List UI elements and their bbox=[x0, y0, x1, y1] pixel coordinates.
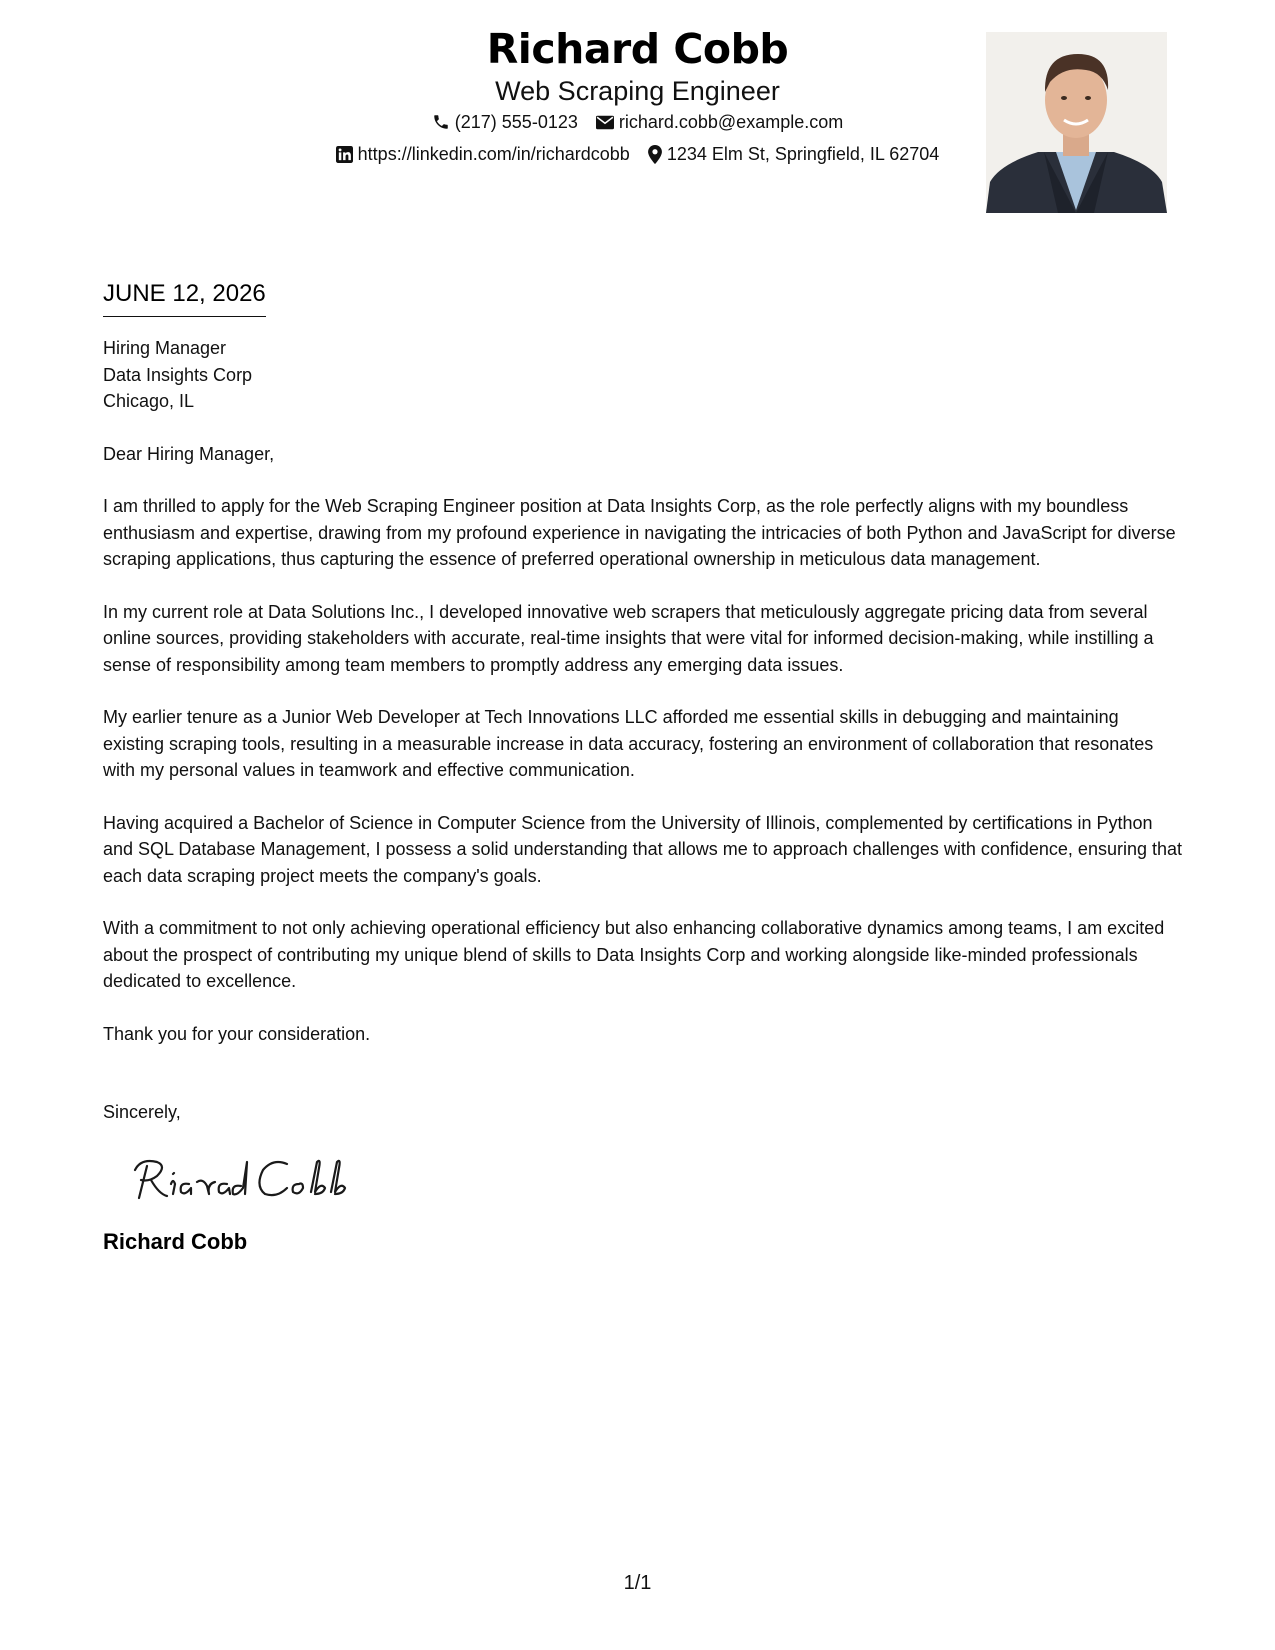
body-paragraph: Having acquired a Bachelor of Science in Computer Science from the University of Illinois, complemented by certifications in Python and SQL Database Management, I possess a solid understanding that allows me to approach challenges with confidence, ensuring that each data scraping project meets the company's goals. bbox=[103, 812, 1182, 886]
phone-text: (217) 555-0123 bbox=[454, 112, 578, 132]
map-pin-icon bbox=[648, 145, 662, 164]
applicant-name: Richard Cobb bbox=[486, 25, 789, 73]
linkedin-text: https://linkedin.com/in/richardcobb bbox=[357, 144, 630, 164]
contact-email bbox=[596, 106, 843, 138]
contact-address bbox=[648, 138, 940, 170]
handwritten-signature bbox=[127, 1148, 1183, 1208]
recipient-block bbox=[103, 335, 1183, 415]
profile-photo bbox=[986, 32, 1167, 213]
body-paragraph: With a commitment to not only achieving operational efficiency but also enhancing collaborative dynamics among teams, I am excited about the prospect of contributing my unique blend of skills to Data Insights Corp and working alongside like-minded professionals dedicated to excellence. bbox=[103, 918, 1165, 991]
recipient-line: Chicago, IL bbox=[103, 391, 195, 411]
email-text: richard.cobb@example.com bbox=[618, 112, 844, 132]
page-number: 1/1 bbox=[623, 1572, 652, 1594]
recipient-line: Hiring Manager bbox=[103, 338, 227, 358]
body-paragraph: In my current role at Data Solutions Inc., I developed innovative web scrapers that meticulously aggregate pricing data from several online sources, providing stakeholders with accurate, real-time insights that were vital for informed decision-making, while instilling a sense of responsibility among team members to promptly address any emerging data issues. bbox=[103, 601, 1154, 675]
letter-body bbox=[103, 278, 1183, 1256]
linkedin-icon bbox=[336, 146, 353, 163]
body-paragraph: I am thrilled to apply for the Web Scraping Engineer position at Data Insights Corp, as the role perfectly aligns with my boundless enthusiasm and expertise, drawing from my profound experience in navigating the intricacies of both Python and JavaScript for diverse scraping applications, thus capturing the essence of preferred operational ownership in meticulous data management. bbox=[103, 496, 1176, 569]
recipient-line: Data Insights Corp bbox=[103, 364, 253, 385]
address-text: 1234 Elm St, Springfield, IL 62704 bbox=[666, 144, 940, 164]
phone-icon bbox=[432, 113, 450, 131]
body-paragraph: My earlier tenure as a Junior Web Developer at Tech Innovations LLC afforded me essential skills in debugging and maintaining existing scraping tools, resulting in a measurable increase in data accuracy, fostering an environment of collaboration that resonates with my personal values in teamwork and effective communication. bbox=[103, 707, 1154, 780]
contact-phone bbox=[432, 106, 578, 138]
contact-linkedin bbox=[336, 138, 630, 170]
letter-date: JUNE 12, 2026 bbox=[103, 278, 266, 317]
signer-name: Richard Cobb bbox=[103, 1228, 248, 1254]
closing: Sincerely, bbox=[103, 1102, 181, 1122]
applicant-job-title: Web Scraping Engineer bbox=[495, 76, 780, 106]
envelope-icon bbox=[596, 115, 614, 130]
salutation: Dear Hiring Manager, bbox=[103, 443, 275, 464]
thank-you-line: Thank you for your consideration. bbox=[103, 1023, 371, 1044]
